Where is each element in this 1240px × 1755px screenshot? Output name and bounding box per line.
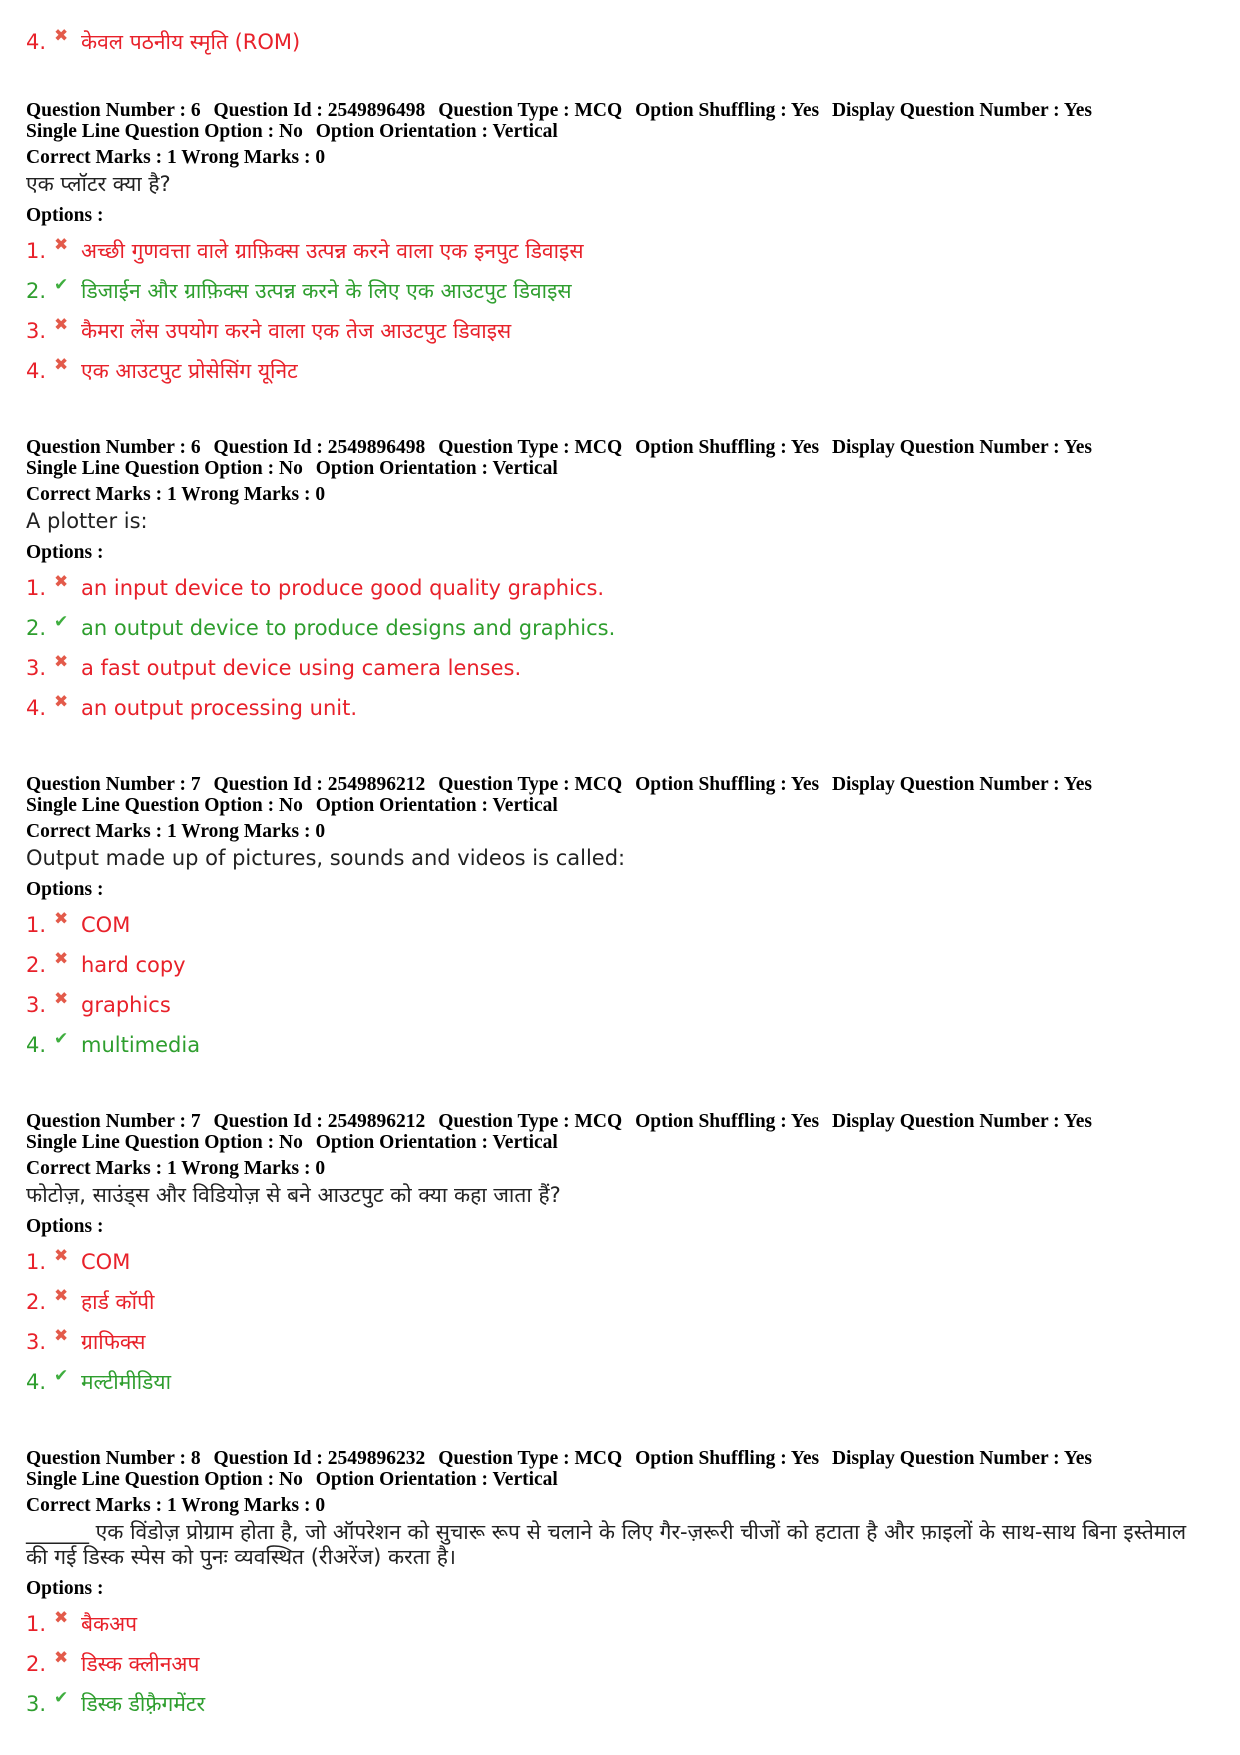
option-text: COM [81,1250,131,1274]
question-id: Question Id : 2549896498 [213,437,426,458]
check-icon: ✔ [54,612,69,632]
option-shuffling: Option Shuffling : Yes [635,437,820,458]
options-label: Options : [26,205,104,226]
option-text: डिस्क क्लीनअप [81,1652,200,1676]
cross-icon: ✖ [54,692,69,712]
question-meta-line1 [26,1111,1216,1132]
option-text: an input device to produce good quality graphics. [81,576,605,600]
option-number: 3. [26,993,47,1017]
option-text: graphics [81,993,171,1017]
option-item [26,1322,1216,1362]
cross-icon: ✖ [54,1286,69,1306]
option-text: डिजाईन और ग्राफ़िक्स उत्पन्न करने के लिए एक आउटपुट डिवाइस [81,279,572,303]
options-label: Options : [26,1216,104,1237]
option-orientation: Option Orientation : Vertical [315,1469,558,1490]
option-item [26,22,1216,62]
option-number: 1. [26,239,47,263]
option-text: अच्छी गुणवत्ता वाले ग्राफ़िक्स उत्पन्न करने वाला एक इनपुट डिवाइस [81,239,584,263]
marks-line: Correct Marks : 1 Wrong Marks : 0 [26,1158,326,1179]
option-number: 1. [26,576,47,600]
option-text: मल्टीमीडिया [81,1370,172,1394]
option-shuffling: Option Shuffling : Yes [635,1111,820,1132]
option-orientation: Option Orientation : Vertical [315,458,558,479]
check-icon: ✔ [54,1029,69,1049]
display-question-number: Display Question Number : Yes [831,1111,1092,1132]
option-text: कैमरा लेंस उपयोग करने वाला एक तेज आउटपुट डिवाइस [81,319,512,343]
cross-icon: ✖ [54,909,69,929]
option-number: 1. [26,1612,47,1636]
option-number: 4. [26,1370,47,1394]
question-text: ______ एक विंडोज़ प्रोग्राम होता है, जो ऑपरेशन को सुचारू रूप से चलाने के लिए गैर-ज़रूरी चीजों को हटाता है और फ़ाइलों के साथ-साथ बिना इस्तेमाल की गई डिस्क स्पेस को पुनः व्यवस्थित (रीअरेंज) करता है। [26,1520,1187,1569]
option-item [26,1362,1216,1402]
option-number: 4. [26,696,47,720]
option-text: हार्ड कॉपी [81,1290,155,1314]
display-question-number: Display Question Number : Yes [831,100,1092,121]
single-line-option: Single Line Question Option : No [26,1469,303,1490]
question-number: Question Number : 6 [26,437,201,458]
option-item [26,945,1216,985]
options-label: Options : [26,1578,104,1599]
question-number: Question Number : 7 [26,1111,201,1132]
check-icon: ✔ [54,1688,69,1708]
option-shuffling: Option Shuffling : Yes [635,100,820,121]
option-number: 1. [26,913,47,937]
question-id: Question Id : 2549896212 [213,1111,426,1132]
option-number: 4. [26,359,47,383]
question-meta-line2 [26,121,1216,142]
option-item [26,351,1216,391]
options-label: Options : [26,542,104,563]
question-id: Question Id : 2549896212 [213,774,426,795]
question-block [26,1111,1216,1402]
option-number: 3. [26,656,47,680]
option-text: a fast output device using camera lenses. [81,656,522,680]
option-orientation: Option Orientation : Vertical [315,121,558,142]
option-number: 2. [26,279,47,303]
question-number: Question Number : 8 [26,1448,201,1469]
cross-icon: ✖ [54,1246,69,1266]
option-shuffling: Option Shuffling : Yes [635,1448,820,1469]
options-label: Options : [26,879,104,900]
question-meta-line1 [26,1448,1216,1469]
marks-line: Correct Marks : 1 Wrong Marks : 0 [26,147,326,168]
option-item [26,1684,1216,1724]
check-icon: ✔ [54,1366,69,1386]
option-orientation: Option Orientation : Vertical [315,795,558,816]
option-item [26,648,1216,688]
option-item [26,568,1216,608]
question-type: Question Type : MCQ [438,100,623,121]
marks-line: Correct Marks : 1 Wrong Marks : 0 [26,1495,326,1516]
question-meta-line2 [26,795,1216,816]
single-line-option: Single Line Question Option : No [26,795,303,816]
question-text: A plotter is: [26,509,148,533]
question-number: Question Number : 7 [26,774,201,795]
cross-icon: ✖ [54,652,69,672]
display-question-number: Display Question Number : Yes [831,1448,1092,1469]
cross-icon: ✖ [54,989,69,1009]
question-block [26,437,1216,728]
option-orientation: Option Orientation : Vertical [315,1132,558,1153]
option-number: 4. [26,30,47,54]
question-meta-line1 [26,774,1216,795]
question-block [26,1448,1216,1724]
option-number: 1. [26,1250,47,1274]
question-id: Question Id : 2549896498 [213,100,426,121]
option-text: COM [81,913,131,937]
question-text: एक प्लॉटर क्या है? [26,172,171,196]
option-text: an output device to produce designs and graphics. [81,616,616,640]
option-text: ग्राफिक्स [81,1330,146,1354]
option-text: डिस्क डीफ़्रैगमेंटर [81,1692,206,1716]
option-item [26,271,1216,311]
display-question-number: Display Question Number : Yes [831,774,1092,795]
option-number: 2. [26,1652,47,1676]
question-type: Question Type : MCQ [438,1111,623,1132]
single-line-option: Single Line Question Option : No [26,458,303,479]
question-meta-line2 [26,458,1216,479]
option-text: multimedia [81,1033,201,1057]
cross-icon: ✖ [54,572,69,592]
question-meta-line2 [26,1469,1216,1490]
option-text: केवल पठनीय स्मृति (ROM) [81,30,301,54]
question-text: Output made up of pictures, sounds and videos is called: [26,846,626,870]
option-number: 3. [26,319,47,343]
carryover-option [26,22,1216,62]
option-item [26,688,1216,728]
option-item [26,985,1216,1025]
question-type: Question Type : MCQ [438,437,623,458]
option-item [26,231,1216,271]
check-icon: ✔ [54,275,69,295]
option-shuffling: Option Shuffling : Yes [635,774,820,795]
cross-icon: ✖ [54,1648,69,1668]
question-block [26,774,1216,1065]
question-type: Question Type : MCQ [438,1448,623,1469]
cross-icon: ✖ [54,949,69,969]
option-item [26,1025,1216,1065]
marks-line: Correct Marks : 1 Wrong Marks : 0 [26,821,326,842]
question-block [26,100,1216,391]
single-line-option: Single Line Question Option : No [26,1132,303,1153]
option-text: hard copy [81,953,186,977]
question-meta-line1 [26,100,1216,121]
cross-icon: ✖ [54,1326,69,1346]
option-item [26,1242,1216,1282]
option-item [26,1604,1216,1644]
option-number: 2. [26,1290,47,1314]
question-number: Question Number : 6 [26,100,201,121]
option-number: 3. [26,1692,47,1716]
option-item [26,1282,1216,1322]
option-number: 3. [26,1330,47,1354]
option-number: 2. [26,616,47,640]
option-item [26,1644,1216,1684]
marks-line: Correct Marks : 1 Wrong Marks : 0 [26,484,326,505]
cross-icon: ✖ [54,235,69,255]
option-item [26,608,1216,648]
question-meta-line2 [26,1132,1216,1153]
cross-icon: ✖ [54,26,69,46]
option-text: बैकअप [81,1612,138,1636]
option-item [26,905,1216,945]
question-type: Question Type : MCQ [438,774,623,795]
single-line-option: Single Line Question Option : No [26,121,303,142]
option-text: an output processing unit. [81,696,358,720]
cross-icon: ✖ [54,355,69,375]
display-question-number: Display Question Number : Yes [831,437,1092,458]
option-number: 4. [26,1033,47,1057]
cross-icon: ✖ [54,315,69,335]
cross-icon: ✖ [54,1608,69,1628]
option-item [26,311,1216,351]
question-id: Question Id : 2549896232 [213,1448,426,1469]
question-text: फोटोज़, साउंड्स और विडियोज़ से बने आउटपुट को क्या कहा जाता हैं? [26,1183,561,1207]
option-number: 2. [26,953,47,977]
question-meta-line1 [26,437,1216,458]
option-text: एक आउटपुट प्रोसेसिंग यूनिट [81,359,298,383]
